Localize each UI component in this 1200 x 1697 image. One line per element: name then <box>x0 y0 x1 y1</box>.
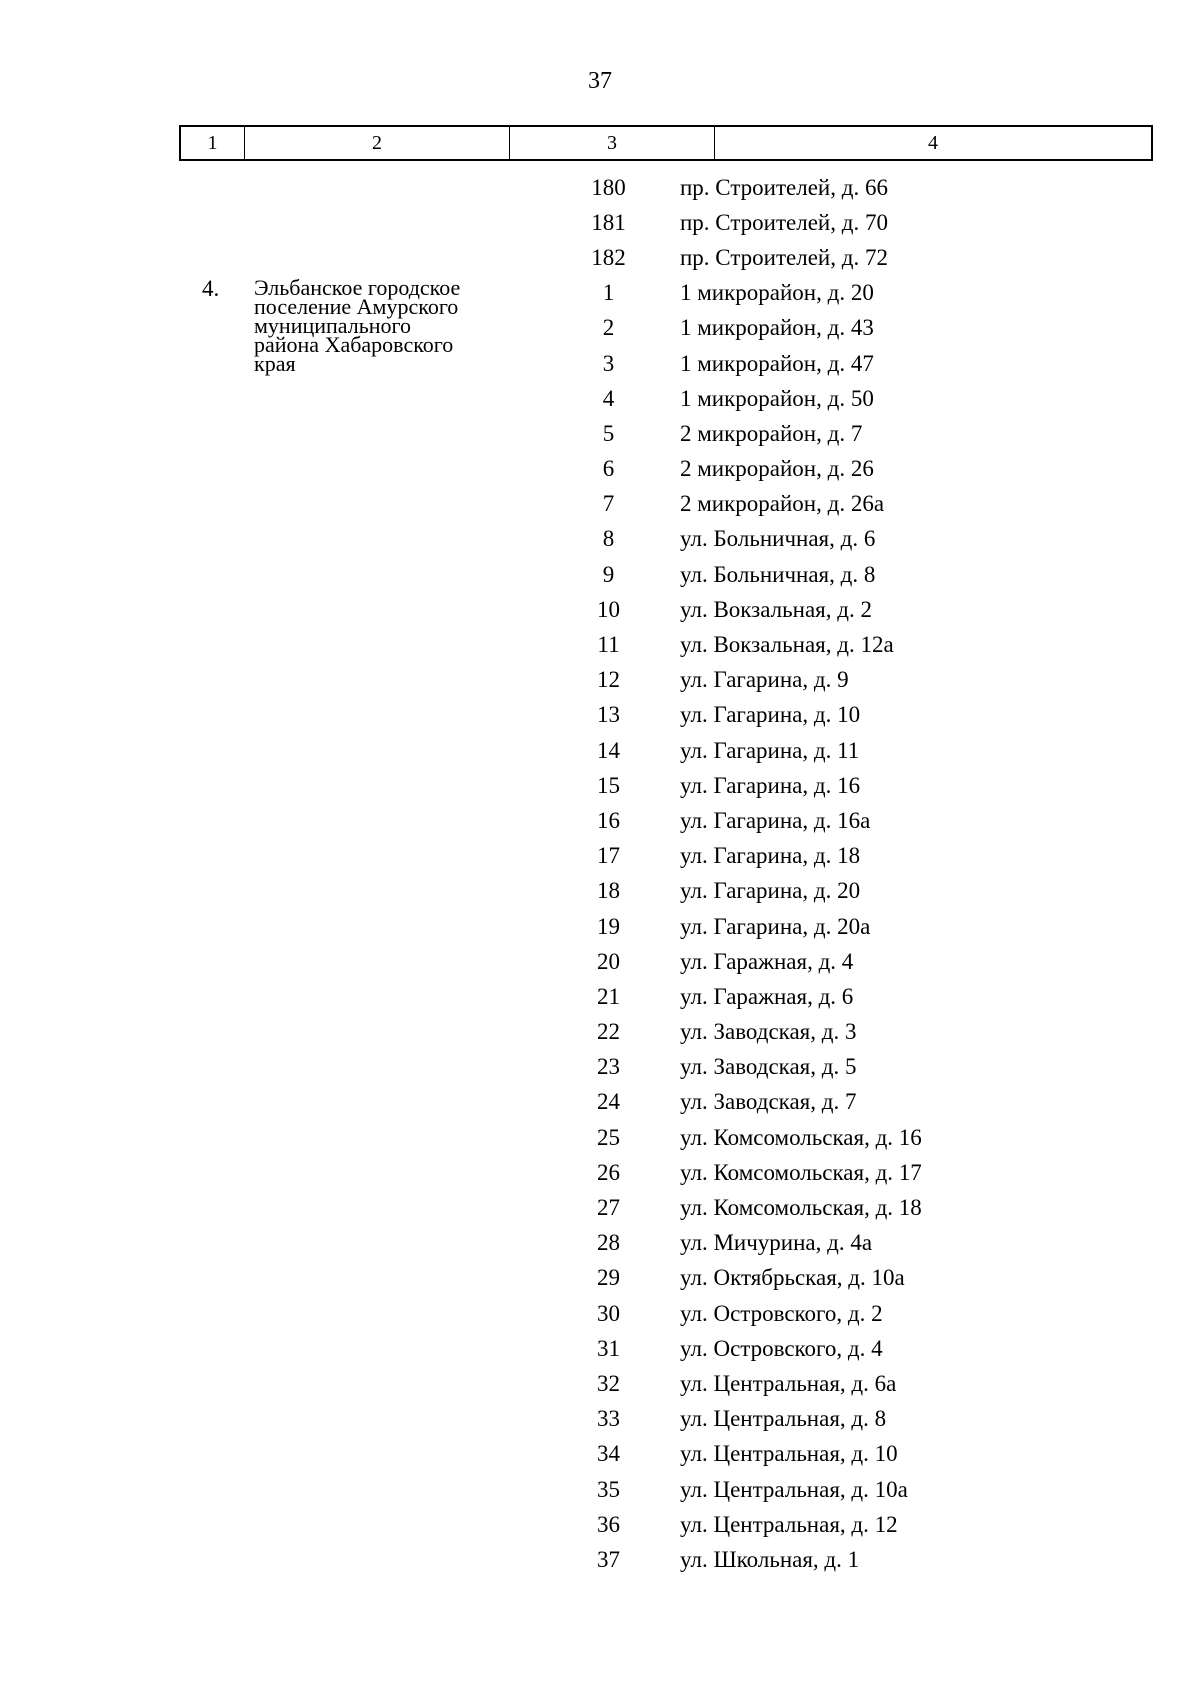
row-address: ул. Островского, д. 4 <box>680 1335 883 1361</box>
row-address: 1 микрорайон, д. 43 <box>680 315 874 341</box>
table-row <box>560 416 1200 451</box>
row-number: 29 <box>597 1265 620 1291</box>
row-number: 26 <box>597 1159 620 1185</box>
table-row <box>560 276 1200 311</box>
row-number: 3 <box>602 350 615 376</box>
row-address: ул. Заводская, д. 7 <box>680 1089 857 1115</box>
table-row <box>560 979 1200 1014</box>
row-address: 2 микрорайон, д. 26а <box>680 491 885 517</box>
row-number: 33 <box>597 1406 620 1432</box>
row-address: пр. Строителей, д. 70 <box>680 209 888 235</box>
table-row <box>560 1155 1200 1190</box>
section-name-line: района Хабаровского <box>254 332 454 357</box>
section-name-line: края <box>254 351 296 376</box>
table-row <box>560 663 1200 698</box>
table-row <box>560 1226 1200 1261</box>
table-row <box>560 1296 1200 1331</box>
table-row <box>560 1366 1200 1401</box>
table-row <box>560 240 1200 275</box>
row-address: ул. Островского, д. 2 <box>680 1300 883 1326</box>
row-number: 15 <box>597 772 620 798</box>
row-number: 8 <box>602 526 615 552</box>
row-address: ул. Комсомольская, д. 18 <box>680 1195 922 1221</box>
row-address: 1 микрорайон, д. 47 <box>680 350 874 376</box>
row-address: 2 микрорайон, д. 7 <box>680 420 863 446</box>
table-row <box>560 170 1200 205</box>
row-number: 24 <box>597 1089 620 1115</box>
table-row <box>560 1120 1200 1155</box>
row-address: ул. Центральная, д. 10а <box>680 1476 908 1502</box>
row-number: 18 <box>597 878 620 904</box>
row-address: ул. Гагарина, д. 16 <box>680 772 861 798</box>
row-address: ул. Гагарина, д. 20а <box>680 913 871 939</box>
table-row <box>560 557 1200 592</box>
table-row <box>560 909 1200 944</box>
row-number: 20 <box>597 948 620 974</box>
table-row <box>560 803 1200 838</box>
row-number: 5 <box>602 420 615 446</box>
row-address: ул. Гаражная, д. 4 <box>680 948 854 974</box>
row-address: ул. Вокзальная, д. 12а <box>680 632 894 658</box>
row-address: ул. Центральная, д. 6а <box>680 1370 897 1396</box>
table-row <box>560 205 1200 240</box>
row-number: 10 <box>597 596 620 622</box>
section-name-line: муниципального <box>254 313 412 338</box>
table-row <box>560 768 1200 803</box>
section-number: 4. <box>202 276 220 301</box>
address-list <box>560 170 1200 1578</box>
row-address: ул. Комсомольская, д. 17 <box>680 1159 922 1185</box>
row-address: 1 микрорайон, д. 20 <box>680 280 874 306</box>
section-name <box>254 275 494 376</box>
row-address: ул. Школьная, д. 1 <box>680 1546 860 1572</box>
table-row <box>560 1015 1200 1050</box>
row-address: ул. Заводская, д. 3 <box>680 1019 857 1045</box>
table-row <box>560 839 1200 874</box>
row-address: 2 микрорайон, д. 26 <box>680 456 874 482</box>
row-address: ул. Заводская, д. 5 <box>680 1054 857 1080</box>
row-address: ул. Центральная, д. 12 <box>680 1511 898 1537</box>
row-number: 7 <box>602 491 615 517</box>
column-header-1: 1 <box>181 127 245 159</box>
table-row <box>560 592 1200 627</box>
row-address: ул. Комсомольская, д. 16 <box>680 1124 922 1150</box>
row-number: 25 <box>597 1124 620 1150</box>
table-row <box>560 1542 1200 1577</box>
column-header-2: 2 <box>245 127 510 159</box>
table-row <box>560 1050 1200 1085</box>
table-row <box>560 698 1200 733</box>
row-number: 21 <box>597 983 620 1009</box>
row-number: 13 <box>597 702 620 728</box>
table-row <box>560 874 1200 909</box>
row-address: ул. Больничная, д. 8 <box>680 561 876 587</box>
table-row <box>560 1261 1200 1296</box>
row-address: ул. Гагарина, д. 20 <box>680 878 861 904</box>
row-address: ул. Вокзальная, д. 2 <box>680 596 872 622</box>
row-number: 9 <box>602 561 615 587</box>
row-number: 35 <box>597 1476 620 1502</box>
row-address: 1 микрорайон, д. 50 <box>680 385 874 411</box>
row-address: ул. Гагарина, д. 10 <box>680 702 861 728</box>
row-address: ул. Гагарина, д. 11 <box>680 737 860 763</box>
table-header <box>179 125 1153 161</box>
row-number: 11 <box>597 632 620 658</box>
table-row <box>560 627 1200 662</box>
row-address: ул. Больничная, д. 6 <box>680 526 876 552</box>
row-address: ул. Октябрьская, д. 10а <box>680 1265 905 1291</box>
row-address: ул. Центральная, д. 8 <box>680 1406 887 1432</box>
row-number: 16 <box>597 807 620 833</box>
row-number: 34 <box>597 1441 620 1467</box>
column-header-4: 4 <box>928 131 938 154</box>
row-number: 32 <box>597 1370 620 1396</box>
section-name-line: поселение Амурского <box>254 294 459 319</box>
table-row <box>560 311 1200 346</box>
row-address: ул. Гаражная, д. 6 <box>680 983 854 1009</box>
row-number: 6 <box>602 456 615 482</box>
row-number: 12 <box>597 667 620 693</box>
table-row <box>560 452 1200 487</box>
row-number: 4 <box>602 385 615 411</box>
row-number: 37 <box>597 1546 620 1572</box>
row-number: 181 <box>591 209 626 235</box>
row-number: 182 <box>591 244 626 270</box>
table-row <box>560 1472 1200 1507</box>
row-number: 19 <box>597 913 620 939</box>
section-name-line: Эльбанское городское <box>254 275 461 300</box>
table-row <box>560 944 1200 979</box>
table-row <box>560 733 1200 768</box>
column-header-3: 3 <box>510 127 715 159</box>
row-address: ул. Мичурина, д. 4а <box>680 1230 873 1256</box>
row-number: 1 <box>602 280 615 306</box>
page-number: 37 <box>588 68 612 94</box>
table-row <box>560 346 1200 381</box>
table-row <box>560 1402 1200 1437</box>
row-number: 27 <box>597 1195 620 1221</box>
table-row <box>560 381 1200 416</box>
row-address: пр. Строителей, д. 72 <box>680 244 888 270</box>
table-row <box>560 1085 1200 1120</box>
row-number: 17 <box>597 843 620 869</box>
table-row <box>560 1190 1200 1225</box>
row-number: 14 <box>597 737 620 763</box>
table-row <box>560 1331 1200 1366</box>
row-number: 2 <box>602 315 615 341</box>
row-number: 180 <box>591 174 626 200</box>
row-address: ул. Гагарина, д. 9 <box>680 667 849 693</box>
row-address: пр. Строителей, д. 66 <box>680 174 888 200</box>
table-row <box>560 487 1200 522</box>
row-number: 22 <box>597 1019 620 1045</box>
table-row <box>560 522 1200 557</box>
row-number: 28 <box>597 1230 620 1256</box>
row-address: ул. Гагарина, д. 18 <box>680 843 861 869</box>
row-number: 36 <box>597 1511 620 1537</box>
table-row <box>560 1507 1200 1542</box>
row-number: 30 <box>597 1300 620 1326</box>
row-number: 23 <box>597 1054 620 1080</box>
row-address: ул. Центральная, д. 10 <box>680 1441 898 1467</box>
row-address: ул. Гагарина, д. 16а <box>680 807 871 833</box>
table-row <box>560 1437 1200 1472</box>
row-number: 31 <box>597 1335 620 1361</box>
